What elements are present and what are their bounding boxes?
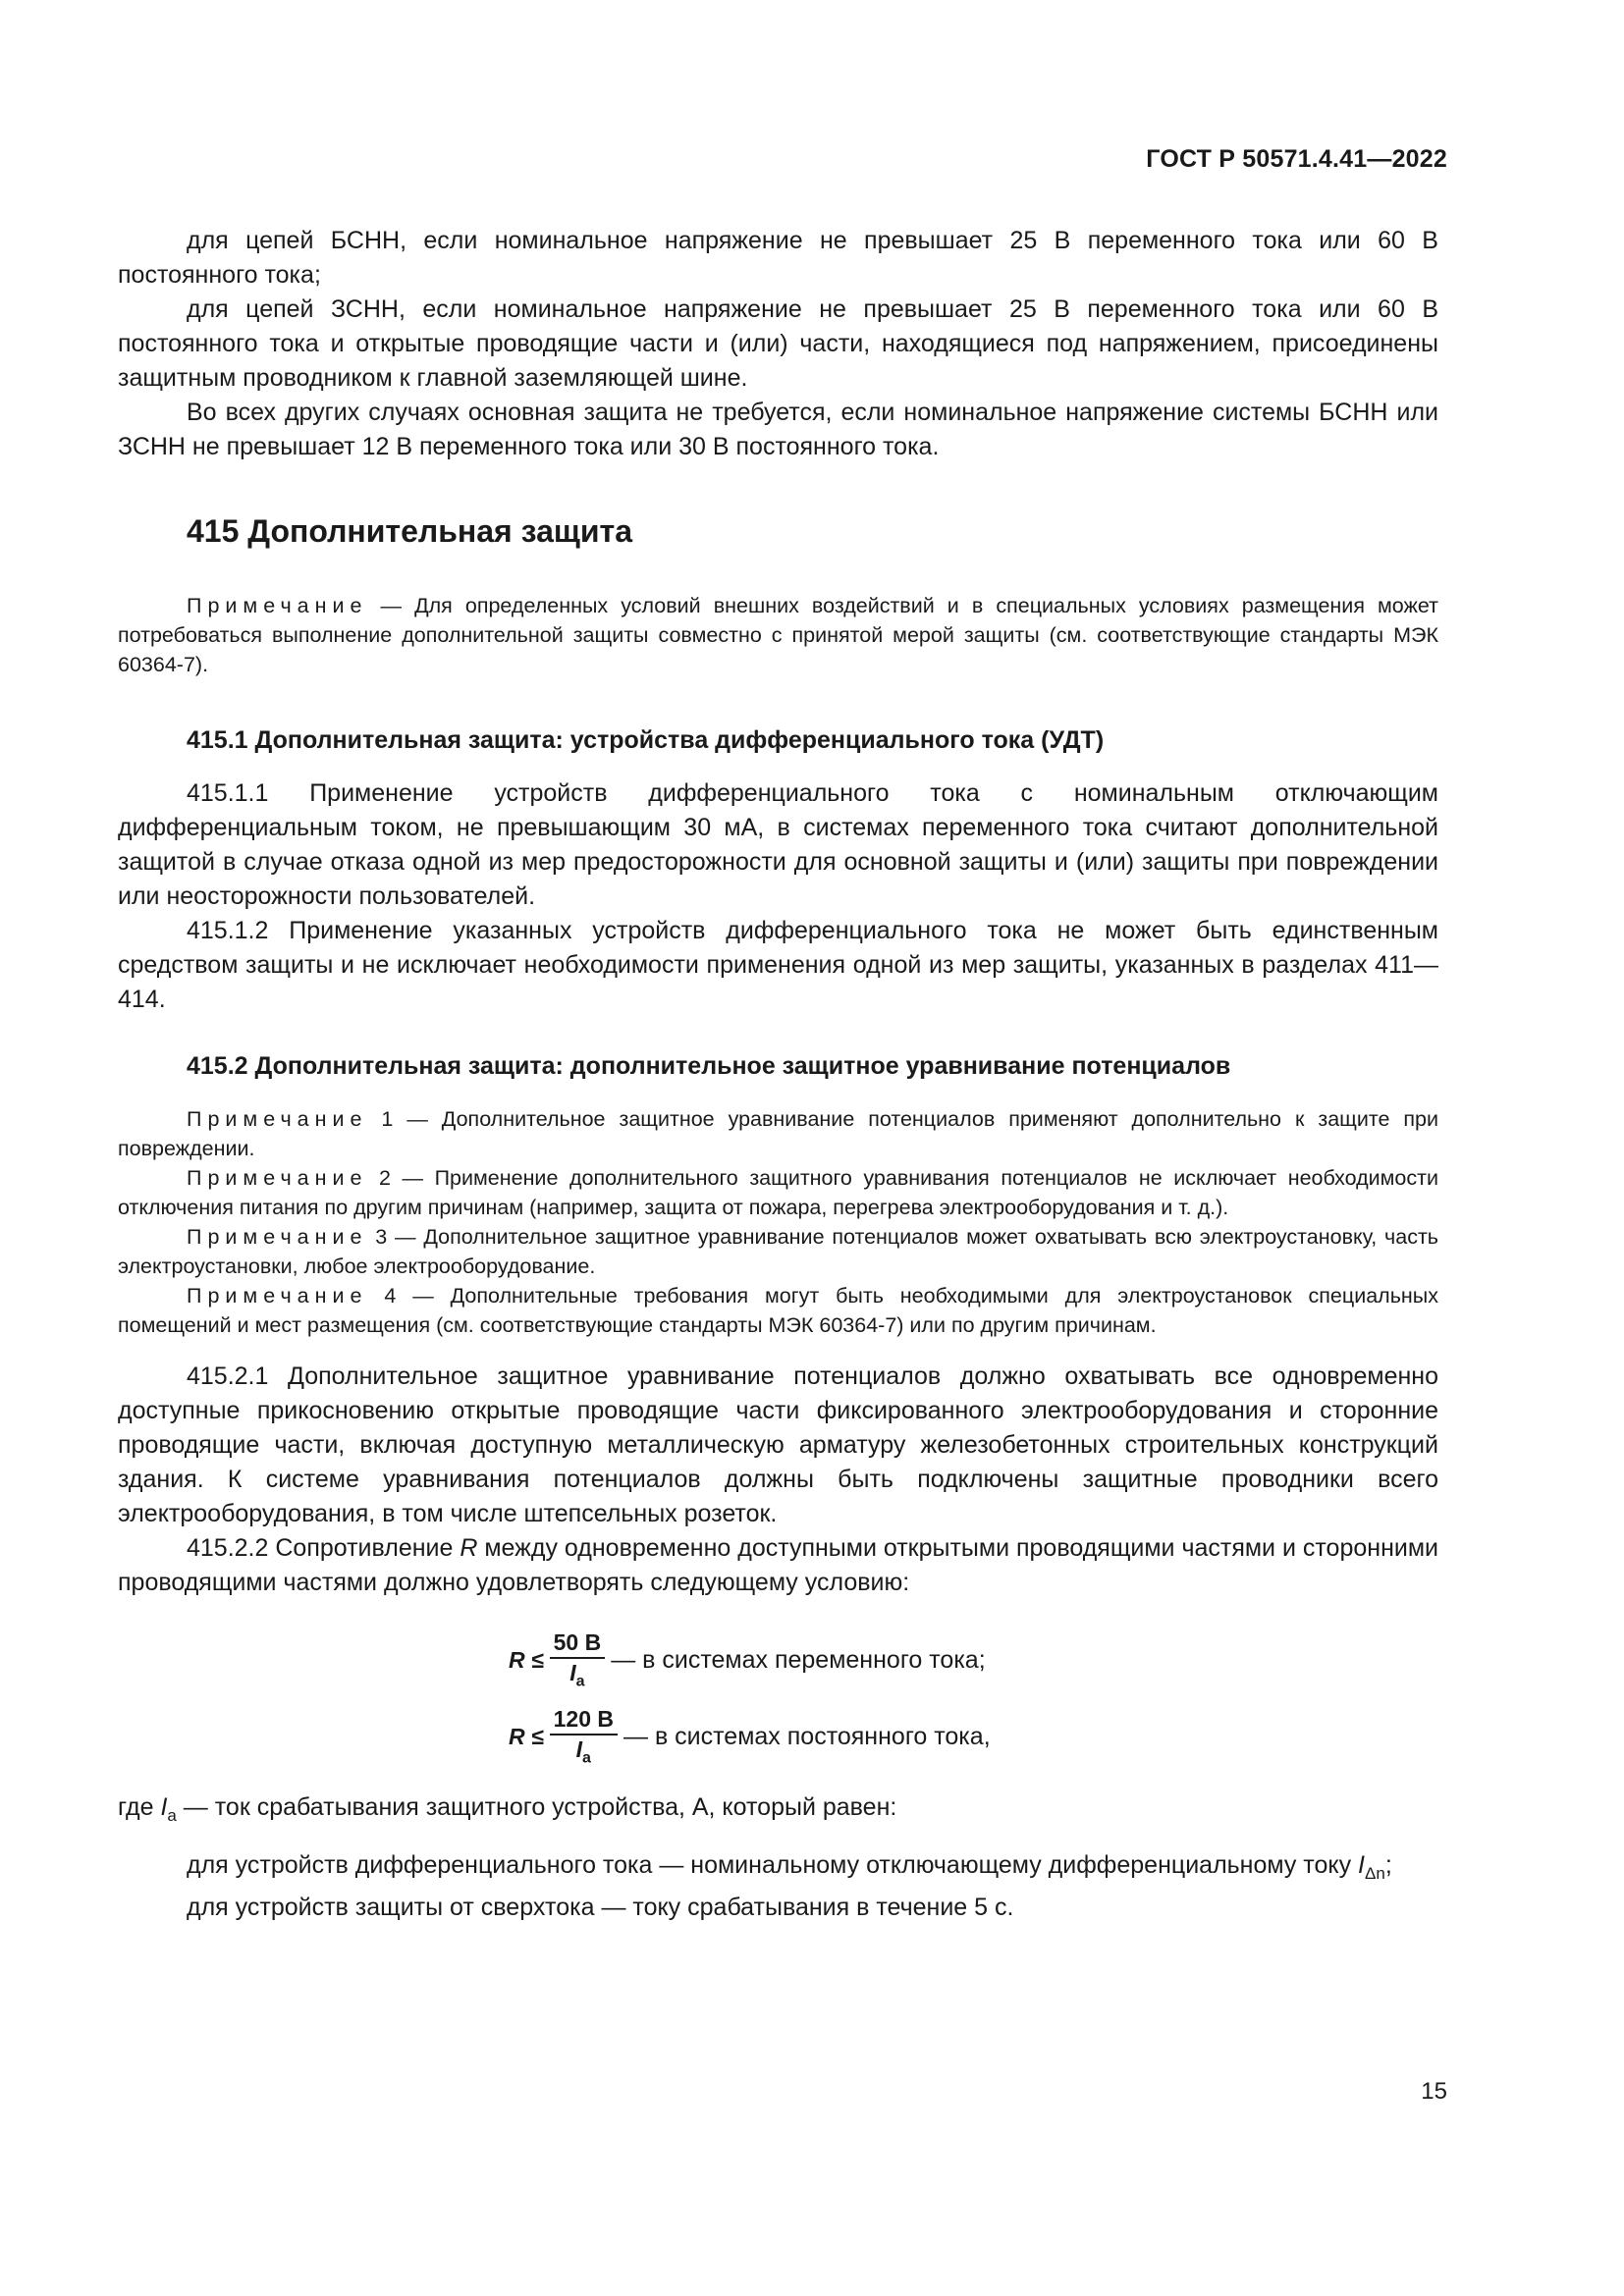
where-text: — ток срабатывания защитного устройства, А, который равен:: [176, 1793, 897, 1821]
section-title-415-2: 415.2 Дополнительная защита: дополнительное защитное уравнивание потенциалов: [187, 1052, 1231, 1080]
paragraph-415-1-1: 415.1.1 Применение устройств дифференциального тока с номинальным отключающим дифференциальным током, не превышающим 30 мА, в системах переменного тока считают дополнительной защитой в случае отказа одной из мер предосторожности для основной защиты и (или) защиты при повреждении или неосторожности пользователей.: [118, 779, 1438, 910]
fraction: [550, 1629, 606, 1691]
variable-i: I: [160, 1793, 168, 1821]
denominator-variable: I: [569, 1659, 576, 1685]
intro-paragraph: для цепей ЗСНН, если номинальное напряжение не превышает 25 В переменного тока или 60 В постоянного тока и открытые проводящие части и (или) части, находящиеся под напряжением, присоединены защитным проводником к главной заземляющей шине.: [118, 295, 1438, 392]
formula-lhs: R ≤: [509, 1723, 544, 1749]
fraction-denominator: [569, 1659, 584, 1691]
note-item: [118, 1104, 1438, 1163]
document-code-header: ГОСТ Р 50571.4.41—2022: [1146, 145, 1447, 173]
note-text: 3 — Дополнительное защитное уравнивание потенциалов может охватывать всю электроустановку, часть электроустановки, любое электрооборудование.: [118, 1225, 1438, 1278]
note-label: Примечание: [187, 1107, 368, 1131]
note-item: [118, 1222, 1438, 1281]
note-text: 4 — Дополнительные требования могут быть необходимыми для электроустановок специальных помещений и мест размещения (см. соответствующие стандарты МЭК 60364-7) или по другим причинам.: [118, 1284, 1438, 1337]
fraction-denominator: [576, 1735, 591, 1768]
denominator-subscript: a: [575, 1673, 585, 1690]
denominator-subscript: a: [582, 1749, 591, 1767]
intro-paragraph: для цепей БСНН, если номинальное напряжение не превышает 25 В переменного тока или 60 В постоянного тока;: [118, 227, 1438, 289]
note-label: Примечание: [187, 1284, 368, 1308]
fraction-numerator: 50 В: [550, 1629, 606, 1659]
note-text: 1 — Дополнительное защитное уравнивание потенциалов применяют дополнительно к защите при повреждении.: [118, 1107, 1438, 1160]
note-label: Примечание: [187, 1166, 368, 1190]
intro-paragraph: Во всех других случаях основная защита не требуется, если номинальное напряжение системы БСНН или ЗСНН не превышает 12 В переменного тока или 30 В постоянного тока.: [118, 399, 1438, 460]
denominator-variable: I: [575, 1735, 583, 1762]
section-415-note: [118, 591, 1438, 679]
paragraph-text: между одновременно доступными открытыми проводящими частями и сторонними проводящими частями должно удовлетворять следующему условию:: [118, 1534, 1438, 1596]
fraction-numerator: 120 В: [550, 1706, 618, 1735]
formula-description: — в системах переменного тока;: [611, 1645, 986, 1674]
note-label: Примечание: [187, 594, 368, 617]
page-content: [118, 224, 1438, 1925]
note-text: — Для определенных условий внешних воздействий и в специальных условиях размещения может потребоваться выполнение дополнительной защиты совместно с принятой мерой защиты (см. соответствующие стандарты МЭК 60364-7).: [118, 594, 1438, 676]
definition-text: для устройств дифференциального тока — номинальному отключающему дифференциальному току: [187, 1851, 1359, 1879]
fraction: [550, 1706, 618, 1768]
variable-subscript: a: [167, 1806, 177, 1825]
formulas-block: [118, 1622, 1438, 1775]
paragraph-415-1-2: 415.1.2 Применение указанных устройств дифференциального тока не может быть единственным средством защиты и не исключает необходимости применения одной из мер защиты, указанных в разделах 411—414.: [118, 917, 1438, 1013]
paragraph-415-2-2: [118, 1531, 1438, 1600]
formula-dc: [509, 1698, 1438, 1775]
note-text: 2 — Применение дополнительного защитного уравнивания потенциалов не исключает необходимости отключения питания по другим причинам (например, защита от пожара, перегрева электрооборудования и т. д.).: [118, 1166, 1438, 1219]
rcd-definition: [118, 1848, 1438, 1891]
where-definitions: [118, 1848, 1438, 1925]
overcurrent-definition: для устройств защиты от сверхтока — току срабатывания в течение 5 с.: [187, 1894, 1014, 1921]
paragraph-415-2-1: 415.2.1 Дополнительное защитное уравнивание потенциалов должно охватывать все одновременно доступные прикосновению открытые проводящие части фиксированного электрооборудования и сторонние проводящие части, включая доступную металлическую арматуру железобетонных строительных конструкций здания. К системе уравнивания потенциалов должны быть подключены защитные проводники всего электрооборудования, в том числе штепсельных розеток.: [118, 1362, 1438, 1527]
formula-description: — в системах постоянного тока,: [623, 1722, 991, 1750]
formula-ac: [509, 1622, 1438, 1698]
where-line: [118, 1790, 1438, 1833]
note-item: [118, 1281, 1438, 1340]
paragraph-text: 415.2.2 Сопротивление: [187, 1534, 460, 1562]
note-label: Примечание: [187, 1225, 368, 1249]
section-title-415: 415 Дополнительная защита: [187, 513, 632, 549]
page-number: 15: [1421, 2078, 1447, 2105]
variable-r: R: [460, 1534, 478, 1562]
variable-i: I: [1358, 1851, 1365, 1879]
where-prefix: где: [118, 1793, 161, 1821]
notes-list: [118, 1104, 1438, 1340]
formula-lhs: R ≤: [509, 1646, 544, 1673]
note-item: [118, 1163, 1438, 1222]
variable-subscript: Δn: [1365, 1864, 1385, 1883]
definition-text: ;: [1384, 1851, 1392, 1879]
section-title-415-1: 415.1 Дополнительная защита: устройства дифференциального тока (УДТ): [187, 726, 1105, 754]
